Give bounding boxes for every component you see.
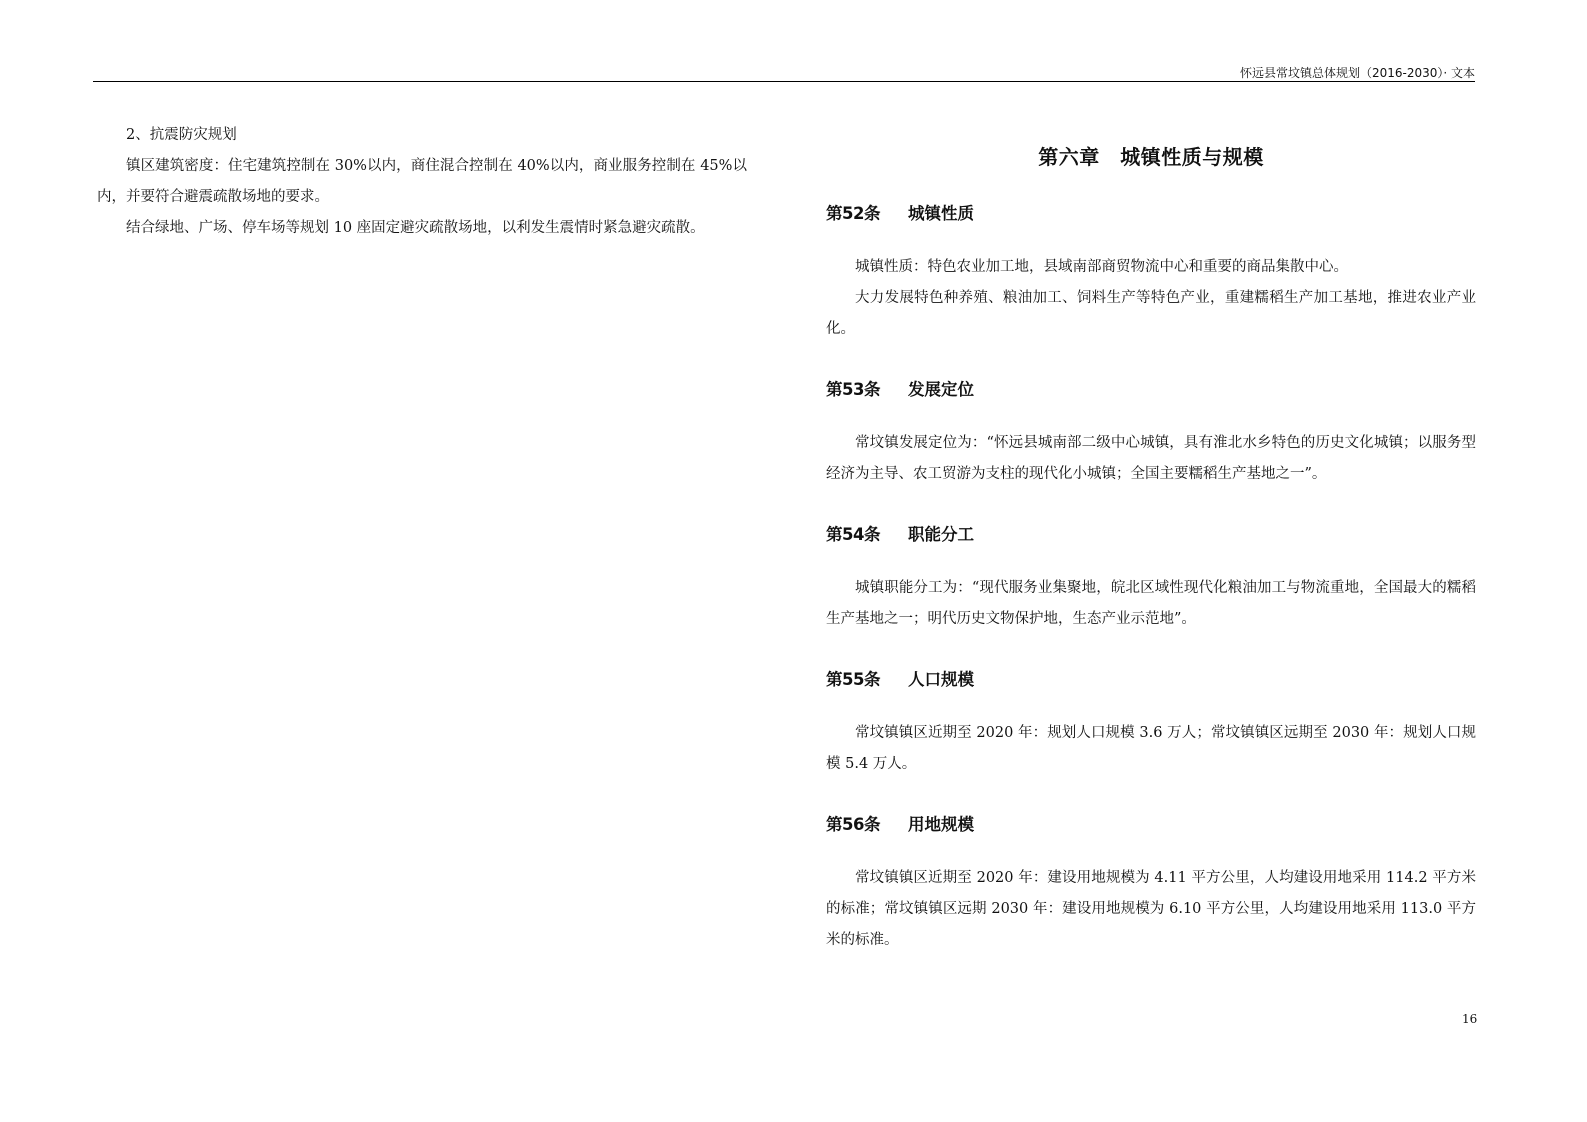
article-section (826, 375, 1476, 490)
article-number: 第52条 (826, 204, 880, 223)
paragraph: 常坟镇镇区近期至 2020 年：规划人口规模 3.6 万人；常坟镇镇区远期至 2030 年：规划人口规模 5.4 万人。 (826, 725, 1476, 772)
article-heading (826, 199, 1476, 229)
article-title: 人口规模 (908, 670, 974, 689)
header-rule (93, 81, 1475, 82)
chapter-title: 第六章 城镇性质与规模 (1038, 145, 1264, 169)
article-section (826, 810, 1476, 956)
article-section (826, 665, 1476, 780)
article-heading (826, 375, 1476, 405)
article-section (826, 199, 1476, 345)
paragraph: 常坟镇镇区近期至 2020 年：建设用地规模为 4.11 平方公里，人均建设用地采用 114.2 平方米的标准；常坟镇镇区远期 2030 年：建设用地规模为 6.10 平方公里，人均建设用地采用 113.0 平方米的标准。 (826, 870, 1476, 948)
article-number: 第54条 (826, 525, 880, 544)
right-column (826, 140, 1476, 986)
article-title: 用地规模 (908, 815, 974, 834)
article-section (826, 520, 1476, 635)
paragraph: 大力发展特色种养殖、粮油加工、饲料生产等特色产业，重建糯稻生产加工基地，推进农业产业化。 (826, 290, 1476, 337)
left-column (97, 120, 747, 244)
article-heading (826, 520, 1476, 550)
article-heading (826, 810, 1476, 840)
article-title: 城镇性质 (908, 204, 974, 223)
article-number: 第53条 (826, 380, 880, 399)
article-title: 职能分工 (908, 525, 974, 544)
article-number: 第56条 (826, 815, 880, 834)
paragraph: 常坟镇发展定位为：“怀远县城南部二级中心城镇，具有淮北水乡特色的历史文化城镇；以服务型经济为主导、农工贸游为支柱的现代化小城镇；全国主要糯稻生产基地之一”。 (826, 435, 1476, 482)
page-number: 16 (1462, 1012, 1478, 1026)
article-number: 第55条 (826, 670, 880, 689)
paragraph: 城镇性质：特色农业加工地，县域南部商贸物流中心和重要的商品集散中心。 (855, 259, 1348, 275)
header-title: 怀远县常坟镇总体规划（2016-2030）· 文本 (1239, 66, 1475, 80)
article-heading (826, 665, 1476, 695)
paragraph: 结合绿地、广场、停车场等规划 10 座固定避灾疏散场地，以利发生震情时紧急避灾疏散。 (126, 220, 705, 236)
paragraph: 城镇职能分工为：“现代服务业集聚地，皖北区域性现代化粮油加工与物流重地，全国最大的糯稻生产基地之一；明代历史文物保护地，生态产业示范地”。 (826, 580, 1476, 627)
paragraph: 镇区建筑密度：住宅建筑控制在 30%以内，商住混合控制在 40%以内，商业服务控制在 45%以内，并要符合避震疏散场地的要求。 (97, 158, 747, 205)
section-heading: 2、抗震防灾规划 (126, 127, 237, 143)
article-title: 发展定位 (908, 380, 974, 399)
